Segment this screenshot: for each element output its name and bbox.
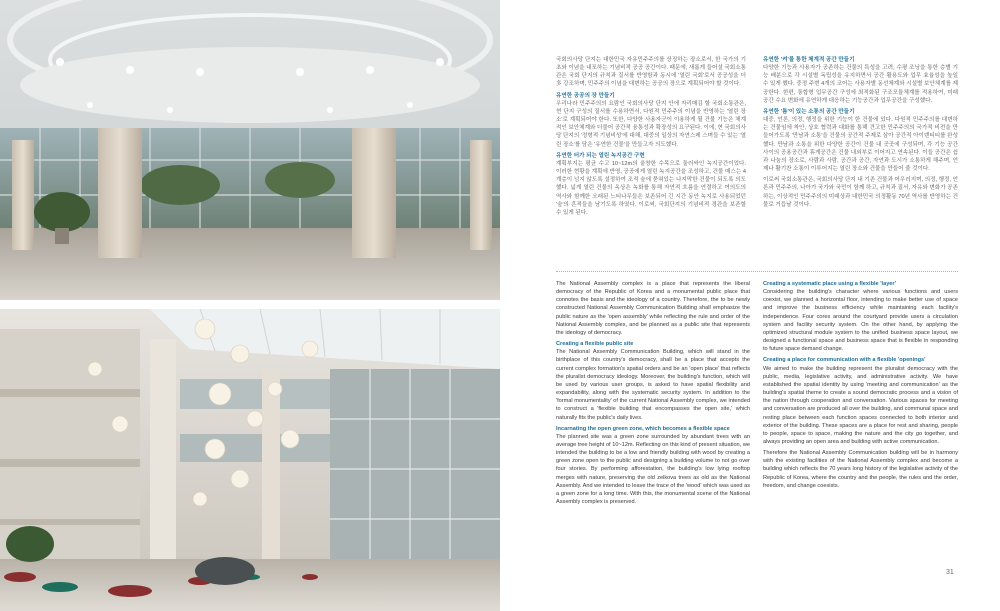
ko-paragraph: 계획부지는 평균 수고 10~12m의 울창한 수목으로 둘러싸인 녹지공간이었다. 이러한 현황을 계획에 반영, 공공에게 열린 녹지공간을 조성하고, 건물 매스는 4개층이 넘지 않도록 설정하여 조적 숲에 묻혀있는 나지막한 건물이 되도록 의도했다. 넓게 열린 건물의 옥상은 녹화를 통해 자연적 흐름을 연결하고 여의도의 역사와 함께한 오래된 느티나무들은 보존되어 긴 시간 동안 녹지로 사용되었던 '숲'의 흔적들을 남기도록 하였다. 이로써, 국회단지의 기념비적 경관을 보존할 수 있게 된다.: [556, 160, 746, 216]
korean-column-left: [556, 56, 746, 220]
en-conclusion-paragraph: Therefore the National Assembly Communication building will be in harmony with the existing facilities of the National Assembly complex and become a building which reflects the 70 years long history of the legislative activity of the Republic of Korea, where the country and the people, the rules and the order, freedom, and change coexists.: [763, 450, 958, 489]
ko-paragraph: 우리나라 민주주의의 요람인 국회의사당 단지 안에 자리매김 할 국회소통관은, 현 단지 구성의 질서를 수용하면서, 다원적 민주주의 이념을 반영하는 '열린 장소'로 계획되어야 한다. 또한, 다양한 사용자군이 이용하게 될 건물 기능은 체계적인 보안체계와 더불어 공간적 융통성과 확장성의 요구된다. 이에, 현 국회의사당 단지의 '정형적 기념비성'에 대해, 대중의 일상의 자연스레 스며들 수 있는 '열린 장소'를 담은 '유연한 건물'을 만들고자 의도했다.: [556, 100, 747, 148]
section-divider: [556, 271, 958, 272]
lobby-photo: [0, 0, 500, 300]
ko-paragraph: 대중, 언론, 의정, 행정을 위한 기능이 한 건물에 있다. 다원적 민주주의를 대변하는 건물임에 착안, 상호 협력과 대화를 통해 견고한 민주주의의 국가적 비전을 만들어가도록 '만남과 소통'을 건물의 공간적 주제로 삼아 공간적 아이덴티티를 완성했다. 만남과 소통을 위한 다양한 공간이 건물 내 곳곳에 구성되며, 각 기능 공간 사이의 공용공간과 휴게공간은 건물 내외부로 이어지고 연속된다. 이들 공간은 쉼과 나눔의 장소로, 사람과 사람, 공간과 공간, 자연과 도시가 소통하게 해주며, 언제나 활기찬 소통이 이루어지는 열린 장소와 건물을 만들어 줄 것이다.: [763, 117, 958, 173]
en-paragraph: The National Assembly Communication Building, which will stand in the birthplace of this country's democracy, shall be a place that accepts the current complex formation's spatial orders and be an 'open place' that reflects the pluralist democracy ideology. Moreover, the building's function, which will be used by various user groups, is asked to have spatial flexibility and expandability, along with the systematic security system. In addition to the 'formal monumentality' of the current National Assembly complex, we intended to construct a 'flexible building that encompasses the open site,' which naturally fits the public's daily lives.: [556, 349, 750, 421]
ko-heading-layer: 유연한 '켜'를 통한 체계적 공간 만들기: [763, 57, 855, 63]
ko-heading-flexible-public-site: 유연한 공공의 장 만들기: [556, 92, 615, 99]
en-heading-open-green-zone: Incarnating the open green zone, which becomes a flexible space: [556, 425, 730, 432]
ko-conclusion-paragraph: 이로써 국회소통관은, 국회의사당 단지 내 기존 건물과 어우러지며, 의정, 행정, 언론과 민주주의, 나아가 국가와 국민이 함께 하고, 규칙과 질서, 자유와 변화가 공존하는, 이상적인 민주주의의 미래상과 대한민국 의정활동 70년 역사를 반영하는 건물로 거듭날 것이다.: [763, 177, 958, 208]
english-column-left: [556, 280, 750, 509]
ko-intro-paragraph: 국회의사당 단지는 대한민국 자유민주주의를 상징하는 장소로서, 한 국가의 기초와 이념을 내포하는 기념비적 공공 공간이다. 때문에, 새롭게 들어설 국회소통관은 국회 단지의 규칙과 질서를 반영함과 동시에 '열린 국회'로서 공공성을 더 多 강조하며, 민주주의 이념을 대변하는 공공의 장으로 계획되어야 할 것이다.: [556, 57, 747, 88]
page-number: 31: [946, 569, 954, 576]
en-intro-paragraph: The National Assembly complex is a place that represents the liberal democracy of the Republic of Korea and a monumental public place that connotes the basis and the ideology of a country. Therefore, the to be newly constructed National Assembly Communication Building shall emphasize the public nature as the 'open assembly' while reflecting the rule and order of the National Assembly complex, and be planned as a public site that represents the ideology of democracy.: [556, 281, 750, 336]
ko-paragraph: 다양한 기능과 사용자가 공존하는 건물의 특성을 고려, 수평 조닝을 통한 층별 기능 배분으로 각 시설별 독립성을 유지하면서 공간 활용도와 업무 효율성을 높일 수 있게 했다. 중정 주변 4개의 코어는 사용자별 동선체계와 시설별 보안체계를 제공한다. 한편, 통합형 업무공간 구성에 최적화된 구조모듈체계를 적용하여, 미래 공간 수요 변화에 유연하게 대응하는 기능공간과 업무공간을 구성했다.: [763, 65, 958, 104]
atrium-photo: [0, 309, 500, 611]
en-paragraph: We aimed to make the building represent the pluralist democracy with the public, media, legislative activity, and administrative activity. We have established the spatial identity by using 'meeting and communication' as the building's spatial theme to create a sound democratic process and a vision of the nation through cooperation and conversation. Various spaces for meeting and conversation are produced all over the building, and communal space and resting place between each function spaces connected to both interior and exterior of the building. These spaces are a place for rest and sharing, people to people, space to space, making the nature and the city go together, and always providing an open area and building with active communication.: [763, 365, 958, 445]
korean-column-right: [763, 56, 958, 212]
en-heading-layer: Creating a systematic place using a flexible 'layer': [763, 281, 896, 287]
en-heading-openings: Creating a place for communication with a flexible 'openings': [763, 357, 926, 364]
en-heading-flexible-public-site: Creating a flexible public site: [556, 341, 634, 348]
english-column-right: [763, 280, 958, 493]
en-paragraph: The planned site was a green zone surrounded by abundant trees with an average tree height of 10~12m. Reflecting on this kind of present situation, we intended the building to be a low and friendly building with wood by creating a green zone open to the public and designing a building volume to not go over four stories. By performing afforestation, the building's low lying rooftop merges with nature, preserving the old zelkova trees as old as the National Assembly. And we intended to leave the trace of the 'wood' which was used as a green zone for a long time. With this, the monumental scene of the National Assembly complex is preserved.: [556, 433, 750, 506]
en-paragraph: Considering the building's character where various functions and users coexist, we planned a horizontal floor, intending to make better use of space and improve the business efficiency while maintaining each facility's independence. Four cores around the courtyard provide users a circulation system and facility security system. On the other hand, by applying the optimized structural module system to the unified business space layout, we designed a functional space and business space that is flexible in responding to future space demand change.: [763, 289, 958, 353]
ko-heading-openings: 유연한 '틈'이 있는 소통의 공간 만들기: [763, 108, 855, 115]
ko-heading-open-green-zone: 유연한 터가 되는 열린 녹지공간 구현: [556, 152, 645, 159]
